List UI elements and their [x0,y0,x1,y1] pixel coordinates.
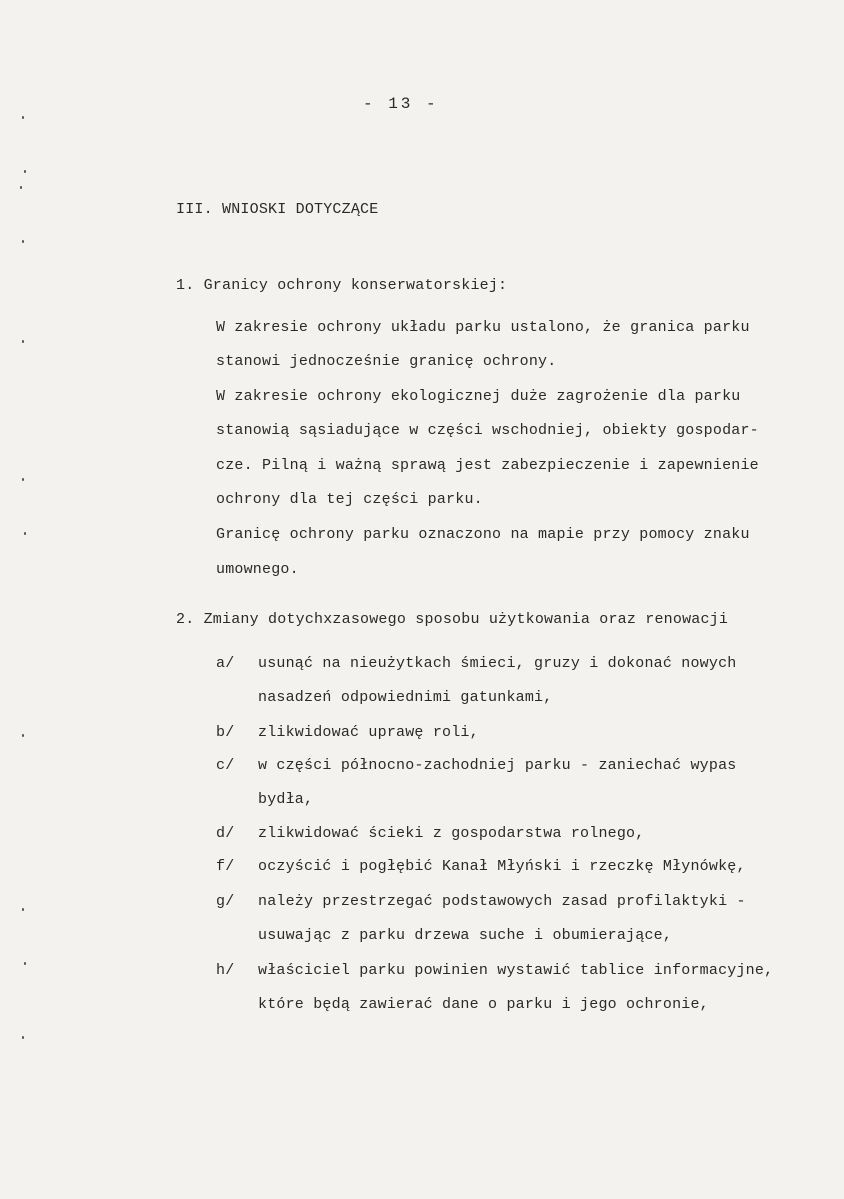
subitem-letter: b/ [216,724,235,741]
scan-speck [22,734,24,737]
scan-speck [20,186,22,189]
scan-speck [22,1036,24,1039]
item-1-line: W zakresie ochrony układu parku ustalono, że granica parku [216,319,750,336]
subitem-letter: a/ [216,655,235,672]
item-2-heading: 2. Zmiany dotychxzasowego sposobu użytkowania oraz renowacji [176,611,729,628]
subitem-line: oczyścić i pogłębić Kanał Młyński i rzeczkę Młynówkę, [258,858,746,875]
item-1-line: ochrony dla tej części parku. [216,491,483,508]
scan-speck [22,240,24,243]
item-1-line: Granicę ochrony parku oznaczono na mapie przy pomocy znaku [216,526,750,543]
item-1-line: umownego. [216,561,299,578]
subitem-line: bydła, [258,791,314,808]
item-1-line: stanowią sąsiadujące w części wschodniej, obiekty gospodar- [216,422,759,439]
subitem-line: należy przestrzegać podstawowych zasad profilaktyki - [258,893,746,910]
item-1-line: cze. Pilną i ważną sprawą jest zabezpieczenie i zapewnienie [216,457,759,474]
subitem-line: usunąć na nieużytkach śmieci, gruzy i dokonać nowych [258,655,737,672]
subitem-letter: h/ [216,962,235,979]
subitem-line: zlikwidować uprawę roli, [258,724,479,741]
subitem-letter: g/ [216,893,235,910]
scan-speck [24,170,26,173]
subitem-letter: f/ [216,858,235,875]
subitem-line: które będą zawierać dane o parku i jego ochronie, [258,996,709,1013]
scan-speck [22,478,24,481]
subitem-line: zlikwidować ścieki z gospodarstwa rolnego, [258,825,645,842]
subitem-line: właściciel parku powinien wystawić tablice informacyjne, [258,962,774,979]
section-title: III. WNIOSKI DOTYCZĄCE [176,201,379,218]
item-1-heading: 1. Granicy ochrony konserwatorskiej: [176,277,508,294]
subitem-letter: d/ [216,825,235,842]
subitem-line: nasadzeń odpowiednimi gatunkami, [258,689,553,706]
scan-speck [22,340,24,343]
subitem-letter: c/ [216,757,235,774]
scan-speck [22,116,24,119]
subitem-line: usuwając z parku drzewa suche i obumierające, [258,927,673,944]
item-1-line: W zakresie ochrony ekologicznej duże zagrożenie dla parku [216,388,741,405]
item-1-line: stanowi jednocześnie granicę ochrony. [216,353,557,370]
scan-speck [24,962,26,965]
scan-speck [24,532,26,535]
page-number: - 13 - [363,95,439,113]
scan-speck [22,908,24,911]
subitem-line: w części północno-zachodniej parku - zaniechać wypas [258,757,737,774]
